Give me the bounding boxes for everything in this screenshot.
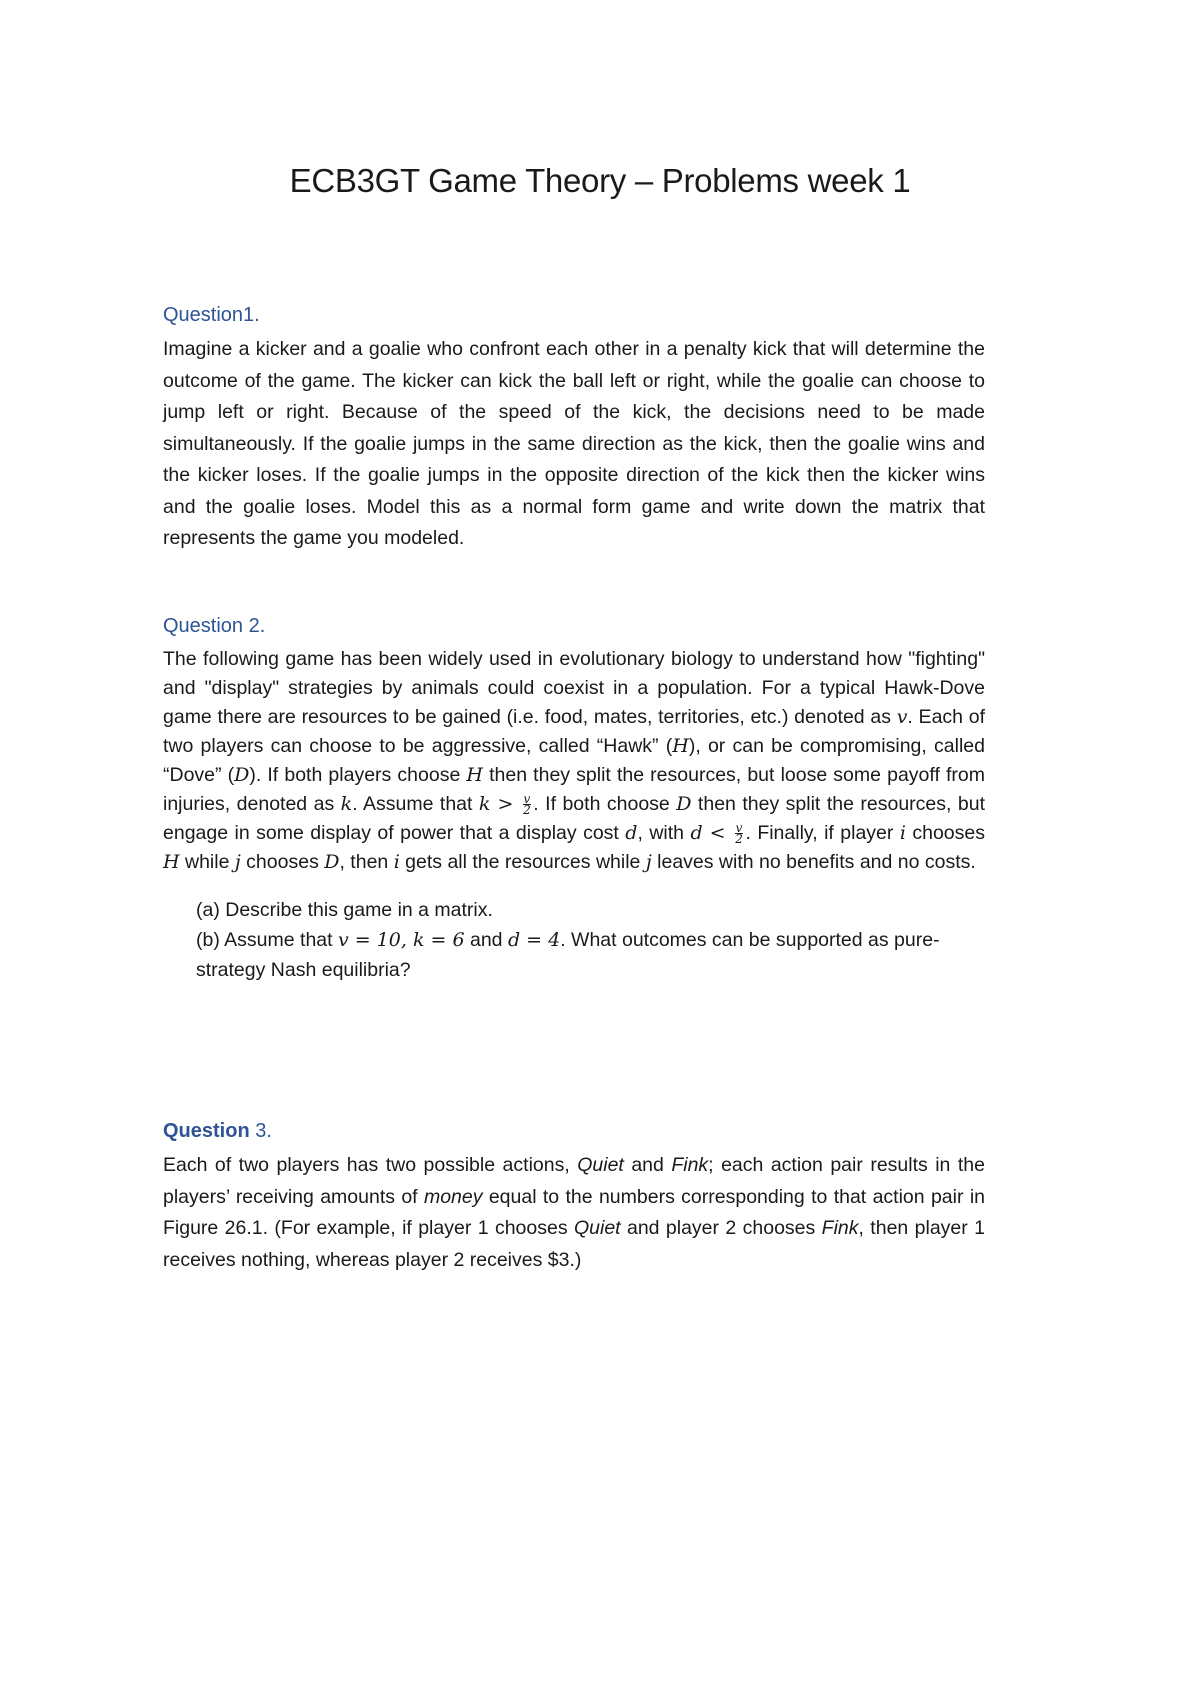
question-2-text xyxy=(163,645,985,877)
math-H: H xyxy=(163,851,180,873)
question-3-heading xyxy=(163,1118,985,1144)
fraction-denominator: 2 xyxy=(523,803,531,818)
q2-text-part: ). If both players choose xyxy=(249,764,467,786)
q3-text-part: and xyxy=(623,1154,672,1176)
math-k: k xyxy=(478,793,491,815)
math-i: i xyxy=(899,822,906,844)
q3-text-part: ; each action pair results in the players’ receiving amounts of xyxy=(163,1154,985,1208)
subquestion-b xyxy=(196,925,985,985)
q2-text-part: . Each of two players can choose to be aggressive, called “Hawk” ( xyxy=(163,706,985,757)
math-D: D xyxy=(324,851,340,873)
question-1-text: Imagine a kicker and a goalie who confront each other in a penalty kick that will determine the outcome of the game. The kicker can kick the ball left or right, while the goalie can choose to jump left or right. Because of the speed of the kick, the decisions need to be made simultaneously. If the goalie jumps in the same direction as the kick, then the goalie wins and the kicker loses. If the goalie jumps in the opposite direction of the kick then the kicker wins and the goalie loses. Model this as a normal form game and write down the matrix that represents the game you modeled. xyxy=(163,338,985,549)
math-D: D xyxy=(234,764,250,786)
q2-text-part: gets all the resources while xyxy=(399,851,646,873)
fraction-numerator: v xyxy=(523,792,531,807)
subquestion-a: (a) Describe this game in a matrix. xyxy=(196,899,493,921)
subq-b-text: (b) Assume that xyxy=(196,929,338,951)
math-value-d: d = 4 xyxy=(507,929,561,951)
q3-text-part: equal to the numbers corresponding to that action pair in Figure 26.1. (For example, if player 1 chooses xyxy=(163,1185,985,1239)
q2-text-part: chooses xyxy=(905,822,985,844)
action-quiet: Quiet xyxy=(577,1154,624,1176)
math-values-v-k: v = 10, k = 6 xyxy=(337,929,465,951)
math-H: H xyxy=(672,735,689,757)
action-quiet: Quiet xyxy=(573,1217,621,1239)
math-d: d xyxy=(690,822,703,844)
math-k: k xyxy=(340,793,353,815)
subq-b-text: and xyxy=(464,929,508,951)
q2-text-part: while xyxy=(179,851,235,873)
q2-text-part: chooses xyxy=(240,851,325,873)
action-fink: Fink xyxy=(821,1217,859,1239)
subq-b-text: . What outcomes can be supported as pure-strategy Nash equilibria? xyxy=(196,929,940,981)
fraction-v-over-2 xyxy=(523,792,532,818)
q2-text-part: . Assume that xyxy=(352,793,479,815)
q2-text-part: , then xyxy=(339,851,394,873)
math-v: v xyxy=(896,706,908,728)
question-2-subquestions xyxy=(196,895,985,985)
question-1 xyxy=(163,302,985,555)
q3-text-part: Each of two players has two possible actions, xyxy=(163,1154,578,1176)
q2-text-part: , with xyxy=(637,822,691,844)
math-H: H xyxy=(466,764,483,786)
math-i: i xyxy=(393,851,400,873)
q3-text-part: , then player 1 receives nothing, whereas player 2 receives $3.) xyxy=(163,1217,985,1271)
q2-text-part: ), or can be compromising, called “Dove” ( xyxy=(163,735,985,786)
question-2 xyxy=(163,613,985,985)
q2-text-part: . If both choose xyxy=(533,793,677,815)
math-j: j xyxy=(234,851,241,873)
word-money: money xyxy=(423,1185,483,1208)
math-gt: > xyxy=(490,793,521,815)
fraction-numerator: v xyxy=(735,821,743,836)
fraction-denominator: 2 xyxy=(735,832,743,847)
question-3-heading-number: 3. xyxy=(249,1120,272,1142)
page-title: ECB3GT Game Theory – Problems week 1 xyxy=(289,162,911,199)
question-3-text xyxy=(163,1150,985,1276)
math-lt: < xyxy=(702,822,733,844)
q3-text-part: and player 2 chooses xyxy=(620,1217,822,1239)
question-3-heading-bold: Question xyxy=(163,1120,250,1142)
q2-text-part: . Finally, if player xyxy=(745,822,900,844)
question-3 xyxy=(163,1118,985,1276)
fraction-v-over-2 xyxy=(735,821,744,847)
q2-text-part: then they split the resources, but engage in some display of power that a display cost xyxy=(163,793,985,844)
q2-text-part: The following game has been widely used in evolutionary biology to understand how "fighting" and "display" strategies by animals could coexist in a population. For a typical Hawk-Dove game there are resources to be gained (i.e. food, mates, territories, etc.) denoted as xyxy=(163,648,985,728)
math-D: D xyxy=(676,793,692,815)
question-1-heading: Question1. xyxy=(163,304,260,326)
q2-text-part: then they split the resources, but loose some payoff from injuries, denoted as xyxy=(163,764,985,815)
math-j: j xyxy=(645,851,652,873)
question-2-heading: Question 2. xyxy=(163,615,266,637)
action-fink: Fink xyxy=(671,1154,709,1176)
q2-text-part: leaves with no benefits and no costs. xyxy=(651,851,976,873)
math-d: d xyxy=(625,822,638,844)
